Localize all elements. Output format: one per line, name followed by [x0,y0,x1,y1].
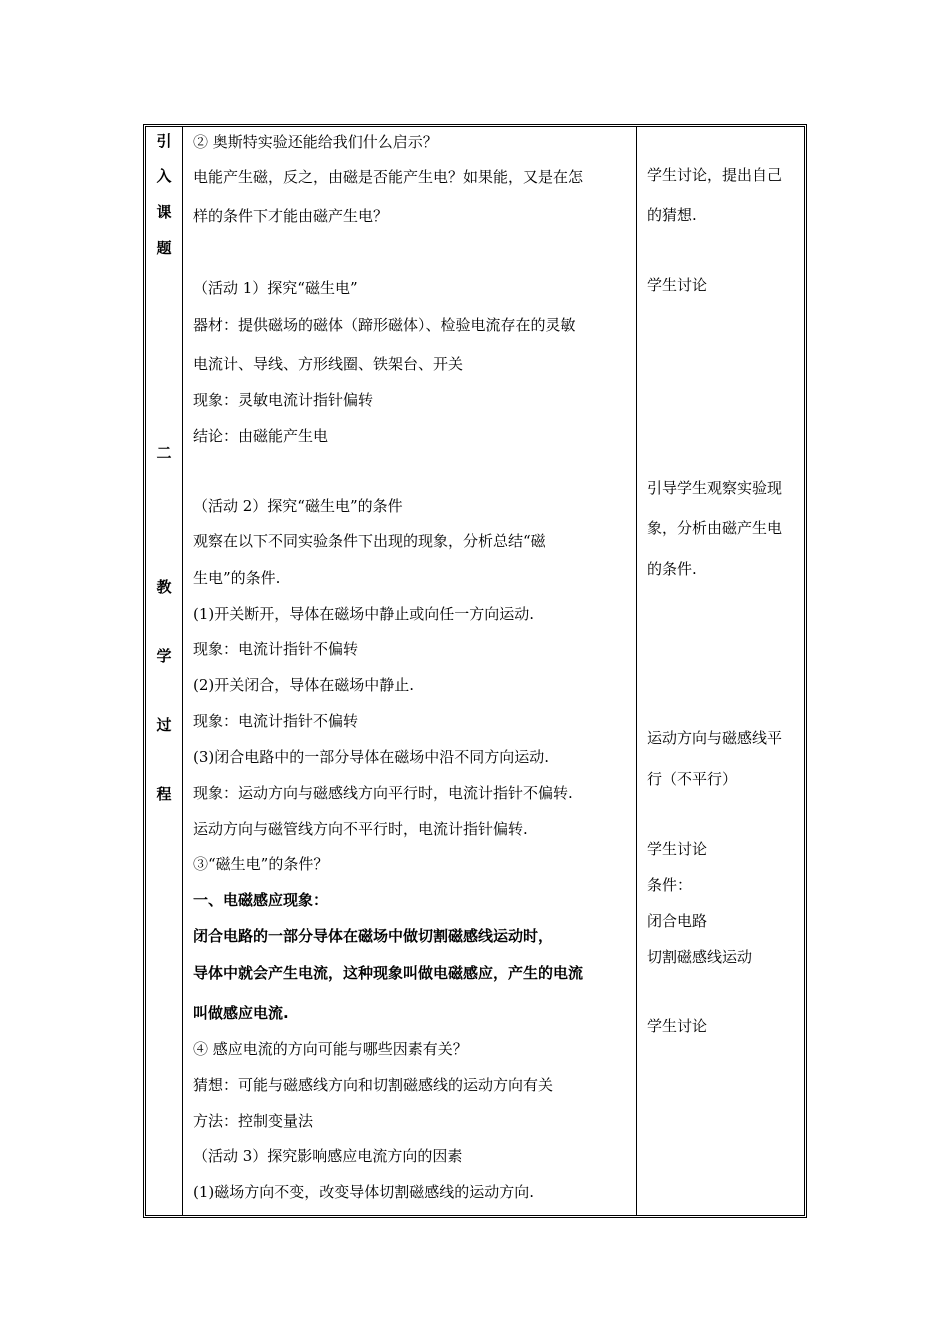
section-label-char: 入 [156,167,172,185]
section-heading: 一、电磁感应现象： [193,891,329,909]
activity-line: 学生讨论 [647,276,708,294]
section-label-char: 过 [156,716,172,734]
activity-line: 的猜想. [647,206,697,224]
content-line: (2)开关闭合，导体在磁场中静止. [193,676,415,694]
section-label-char: 引 [156,132,172,150]
content-line: 方法：控制变量法 [193,1112,314,1130]
content-line: 电流计、导线、方形线圈、铁架台、开关 [193,355,464,373]
content-line: 观察在以下不同实验条件下出现的现象，分析总结“磁 [193,532,546,550]
activity-line: 运动方向与磁感线平 [647,729,783,747]
activity-column [637,127,804,1215]
section-label-char: 教 [156,578,172,596]
activity-line: 行（不平行） [647,770,738,788]
activity-line: 的条件. [647,560,697,578]
section-label-char: 学 [156,647,172,665]
content-line: 现象：运动方向与磁感线方向平行时，电流计指针不偏转. [193,784,573,802]
content-line: ④ 感应电流的方向可能与哪些因素有关？ [193,1040,468,1058]
content-line: 器材：提供磁场的磁体（蹄形磁体）、检验电流存在的灵敏 [193,316,576,334]
activity-line: 学生讨论 [647,1017,708,1035]
section-label-char: 程 [156,785,172,803]
content-line: ② 奥斯特实验还能给我们什么启示？ [193,133,438,151]
section-label-char: 二 [156,444,172,462]
section-label-char: 课 [156,203,172,221]
section-label-char: 题 [156,239,172,257]
content-line: 结论：由磁能产生电 [193,427,329,445]
activity-line: 学生讨论，提出自己 [647,166,783,184]
content-line: 电能产生磁，反之，由磁是否能产生电？如果能，又是在怎 [193,168,584,186]
activity-line: 引导学生观察实验现 [647,479,783,497]
content-line: ③“磁生电”的条件？ [193,855,329,873]
content-line: (1)开关断开，导体在磁场中静止或向任一方向运动. [193,605,535,623]
activity-line: 切割磁感线运动 [647,948,753,966]
content-line: 现象：灵敏电流计指针偏转 [193,391,374,409]
content-column [183,127,636,1215]
activity-line: 学生讨论 [647,840,708,858]
section-label-column [146,127,182,1215]
definition-line: 导体中就会产生电流，这种现象叫做电磁感应，产生的电流 [193,964,584,982]
activity-line: 闭合电路 [647,912,708,930]
content-line: 猜想：可能与磁感线方向和切割磁感线的运动方向有关 [193,1076,554,1094]
lesson-plan-table [143,124,807,1218]
content-line: 现象：电流计指针不偏转 [193,712,359,730]
content-line: (1)磁场方向不变，改变导体切割磁感线的运动方向. [193,1183,535,1201]
content-line: 现象：电流计指针不偏转 [193,640,359,658]
content-line: 样的条件下才能由磁产生电？ [193,207,389,225]
activity-line: 象，分析由磁产生电 [647,519,783,537]
content-line: （活动 1）探究“磁生电” [193,279,358,297]
content-line: 运动方向与磁管线方向不平行时，电流计指针偏转. [193,820,528,838]
definition-line: 闭合电路的一部分导体在磁场中做切割磁感线运动时， [193,927,554,945]
content-line: (3)闭合电路中的一部分导体在磁场中沿不同方向运动. [193,748,550,766]
definition-line: 叫做感应电流. [193,1004,289,1022]
activity-line: 条件： [647,876,693,894]
content-line: 生电”的条件. [193,569,281,587]
content-line: （活动 3）探究影响感应电流方向的因素 [193,1147,463,1165]
content-line: （活动 2）探究“磁生电”的条件 [193,497,403,515]
